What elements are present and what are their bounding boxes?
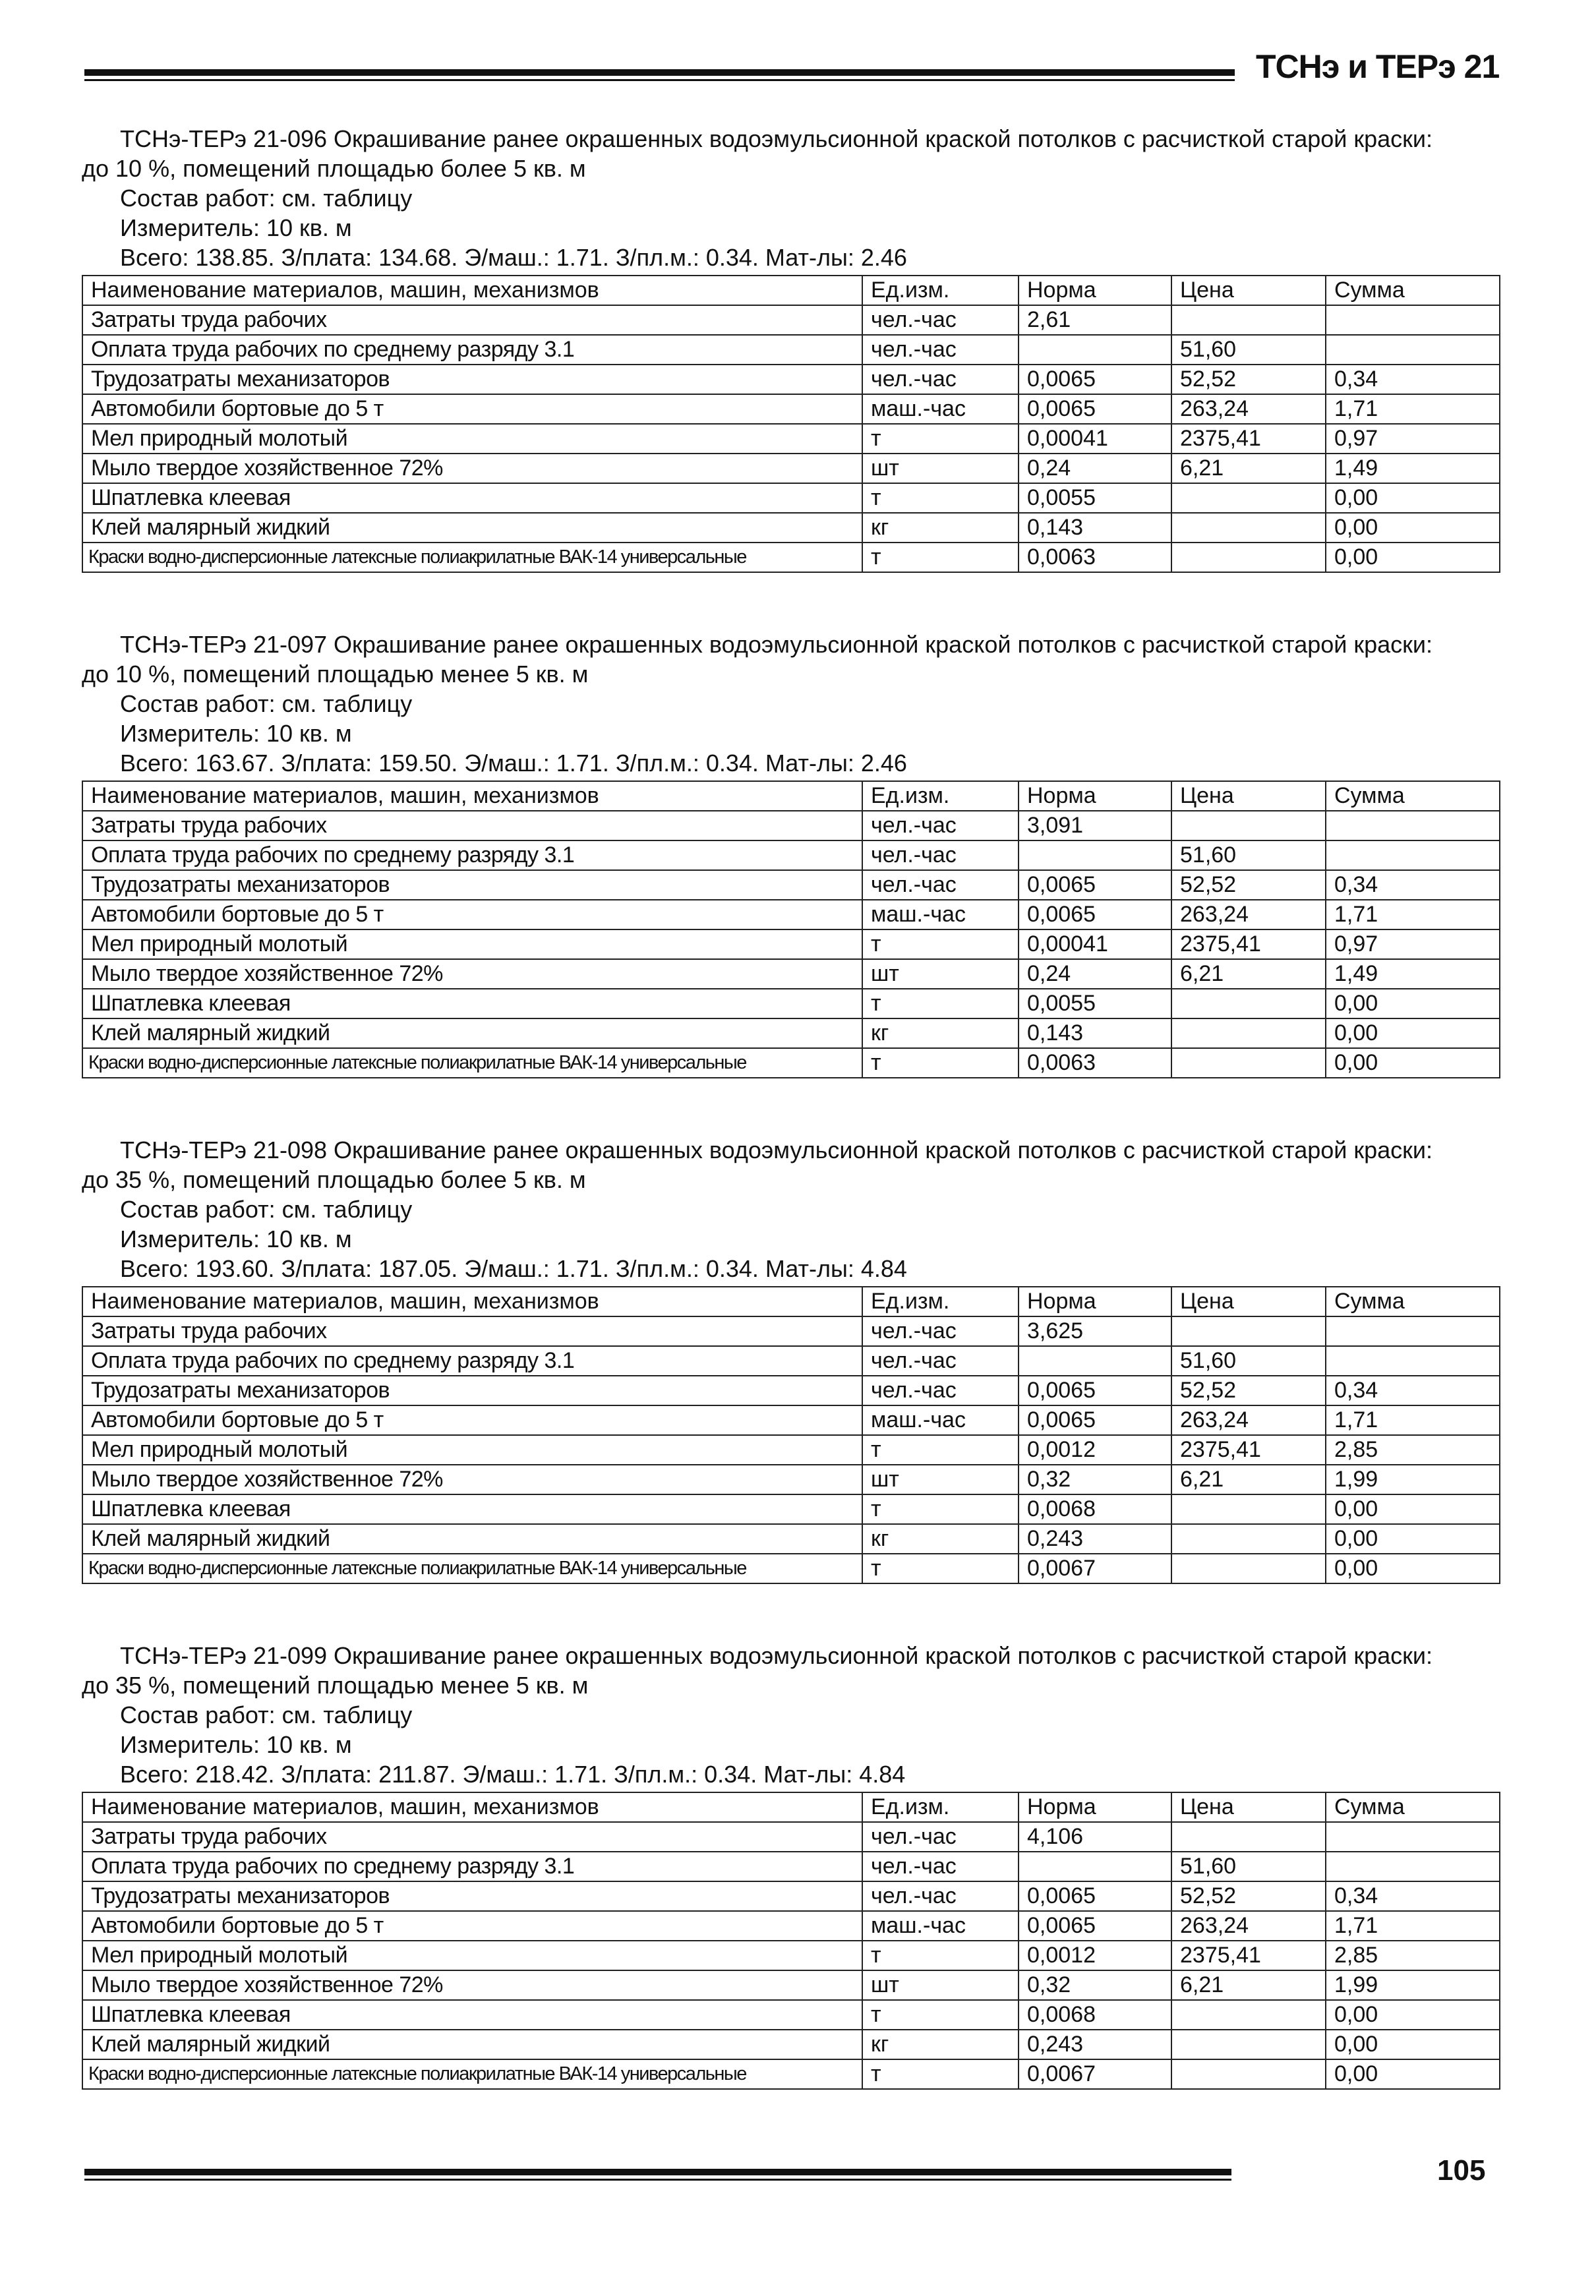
header-sum: Сумма	[1326, 276, 1500, 305]
cost-totals: Всего: 218.42. З/плата: 211.87. Э/маш.: 1.71. З/пл.м.: 0.34. Мат-лы: 4.84	[120, 1761, 906, 1788]
header-rule	[84, 69, 1235, 81]
cell-name: Клей малярный жидкий	[82, 2030, 862, 2059]
cell-norm: 0,143	[1019, 513, 1171, 543]
footer-rule	[84, 2169, 1231, 2181]
cell-sum: 0,00	[1326, 1554, 1500, 1583]
cell-norm: 0,24	[1019, 959, 1171, 989]
cell-name: Автомобили бортовые до 5 т	[82, 900, 862, 929]
header-norm: Норма	[1019, 276, 1171, 305]
cell-price: 6,21	[1171, 454, 1326, 483]
cell-sum: 0,00	[1326, 2059, 1500, 2089]
table-row	[82, 543, 1500, 572]
table-row	[82, 365, 1500, 394]
header-sum: Сумма	[1326, 781, 1500, 811]
cell-unit: шт	[862, 1970, 1019, 2000]
section-21-097	[82, 630, 1499, 1078]
table-row	[82, 2030, 1500, 2059]
cell-name: Мел природный молотый	[82, 424, 862, 454]
cell-sum: 2,85	[1326, 1435, 1500, 1465]
cell-name: Мыло твердое хозяйственное 72%	[82, 1970, 862, 2000]
measurement-unit: Измеритель: 10 кв. м	[120, 214, 352, 241]
header-unit: Ед.изм.	[862, 276, 1019, 305]
cell-unit: чел.-час	[862, 365, 1019, 394]
table-row	[82, 1554, 1500, 1583]
table-row	[82, 1911, 1500, 1941]
section-description	[82, 630, 1499, 778]
cell-price: 6,21	[1171, 1465, 1326, 1494]
cell-sum: 1,71	[1326, 900, 1500, 929]
header-name: Наименование материалов, машин, механизмов	[82, 1287, 862, 1316]
table-row	[82, 1941, 1500, 1970]
cell-price	[1171, 513, 1326, 543]
header-sum: Сумма	[1326, 1792, 1500, 1822]
cell-sum: 0,00	[1326, 1018, 1500, 1048]
cell-sum: 0,97	[1326, 929, 1500, 959]
cell-norm	[1019, 1852, 1171, 1881]
cell-norm: 4,106	[1019, 1822, 1171, 1852]
section-description	[82, 124, 1499, 272]
header-norm: Норма	[1019, 1287, 1171, 1316]
header-norm: Норма	[1019, 1792, 1171, 1822]
cell-sum: 1,71	[1326, 394, 1500, 424]
section-title: ТСНэ-ТЕРэ 21-099 Окрашивание ранее окрашенных водоэмульсионной краской потолков с расчисткой старой краски:	[120, 1642, 1433, 1669]
cell-name: Краски водно-дисперсионные латексные полиакрилатные ВАК-14 универсальные	[82, 543, 862, 572]
table-row	[82, 1970, 1500, 2000]
cell-sum	[1326, 811, 1500, 840]
cell-sum: 0,00	[1326, 989, 1500, 1018]
cell-sum: 0,00	[1326, 1048, 1500, 1078]
section-title-continued: до 10 %, помещений площадью менее 5 кв. м	[82, 661, 589, 688]
cell-norm: 0,24	[1019, 454, 1171, 483]
cell-unit: т	[862, 989, 1019, 1018]
cell-name: Краски водно-дисперсионные латексные полиакрилатные ВАК-14 универсальные	[82, 2059, 862, 2089]
cell-name: Трудозатраты механизаторов	[82, 365, 862, 394]
measurement-unit: Измеритель: 10 кв. м	[120, 720, 352, 747]
cell-name: Оплата труда рабочих по среднему разряду 3.1	[82, 840, 862, 870]
cell-norm: 0,0067	[1019, 2059, 1171, 2089]
cell-name: Клей малярный жидкий	[82, 1524, 862, 1554]
cell-name: Оплата труда рабочих по среднему разряду 3.1	[82, 335, 862, 365]
cell-norm: 0,0068	[1019, 1494, 1171, 1524]
resources-table	[82, 275, 1500, 573]
table-row	[82, 513, 1500, 543]
cell-price	[1171, 1494, 1326, 1524]
section-21-096	[82, 124, 1499, 573]
cell-sum: 2,85	[1326, 1941, 1500, 1970]
header-sum: Сумма	[1326, 1287, 1500, 1316]
header-name: Наименование материалов, машин, механизмов	[82, 276, 862, 305]
cost-totals: Всего: 138.85. З/плата: 134.68. Э/маш.: 1.71. З/пл.м.: 0.34. Мат-лы: 2.46	[120, 244, 907, 271]
cell-norm: 0,00041	[1019, 929, 1171, 959]
cell-name: Клей малярный жидкий	[82, 513, 862, 543]
cell-norm	[1019, 1346, 1171, 1376]
table-row	[82, 1405, 1500, 1435]
cell-price	[1171, 2059, 1326, 2089]
cell-price	[1171, 2000, 1326, 2030]
cell-sum: 0,00	[1326, 1524, 1500, 1554]
cell-norm: 0,0055	[1019, 989, 1171, 1018]
cell-unit: шт	[862, 1465, 1019, 1494]
table-header-row	[82, 1792, 1500, 1822]
cell-norm: 0,0067	[1019, 1554, 1171, 1583]
table-row	[82, 1881, 1500, 1911]
cell-unit: т	[862, 543, 1019, 572]
cell-unit: чел.-час	[862, 1346, 1019, 1376]
cell-name: Трудозатраты механизаторов	[82, 1376, 862, 1405]
cell-name: Затраты труда рабочих	[82, 1822, 862, 1852]
header-unit: Ед.изм.	[862, 781, 1019, 811]
cell-price: 263,24	[1171, 900, 1326, 929]
header-unit: Ед.изм.	[862, 1792, 1019, 1822]
page-header-title: ТСНэ и ТЕРэ 21	[1256, 48, 1500, 85]
cell-name: Мел природный молотый	[82, 929, 862, 959]
cell-sum	[1326, 1822, 1500, 1852]
cell-norm: 0,0065	[1019, 1881, 1171, 1911]
cell-name: Шпатлевка клеевая	[82, 989, 862, 1018]
cell-price: 263,24	[1171, 1911, 1326, 1941]
table-row	[82, 1494, 1500, 1524]
cell-price: 2375,41	[1171, 424, 1326, 454]
table-header-row	[82, 276, 1500, 305]
cell-unit: маш.-час	[862, 1405, 1019, 1435]
table-row	[82, 929, 1500, 959]
cell-price	[1171, 483, 1326, 513]
cell-price	[1171, 989, 1326, 1018]
cell-sum: 0,00	[1326, 1494, 1500, 1524]
cell-price	[1171, 1048, 1326, 1078]
cell-unit: кг	[862, 1018, 1019, 1048]
cell-unit: шт	[862, 454, 1019, 483]
cell-name: Шпатлевка клеевая	[82, 2000, 862, 2030]
cell-price: 51,60	[1171, 335, 1326, 365]
header-price: Цена	[1171, 1792, 1326, 1822]
cell-name: Мел природный молотый	[82, 1435, 862, 1465]
work-composition: Состав работ: см. таблицу	[120, 185, 413, 212]
cell-price: 52,52	[1171, 365, 1326, 394]
cell-name: Автомобили бортовые до 5 т	[82, 394, 862, 424]
cell-price: 263,24	[1171, 1405, 1326, 1435]
cell-name: Оплата труда рабочих по среднему разряду 3.1	[82, 1346, 862, 1376]
cell-unit: чел.-час	[862, 1376, 1019, 1405]
cell-name: Шпатлевка клеевая	[82, 1494, 862, 1524]
cell-unit: чел.-час	[862, 1881, 1019, 1911]
cell-sum: 0,00	[1326, 543, 1500, 572]
cell-norm: 3,625	[1019, 1316, 1171, 1346]
cell-unit: чел.-час	[862, 870, 1019, 900]
cell-name: Мыло твердое хозяйственное 72%	[82, 1465, 862, 1494]
cell-name: Трудозатраты механизаторов	[82, 870, 862, 900]
cell-unit: т	[862, 424, 1019, 454]
cell-unit: маш.-час	[862, 394, 1019, 424]
table-row	[82, 394, 1500, 424]
cell-norm: 0,0012	[1019, 1941, 1171, 1970]
section-title-continued: до 35 %, помещений площадью более 5 кв. м	[82, 1166, 586, 1193]
table-row	[82, 1376, 1500, 1405]
cell-sum	[1326, 305, 1500, 335]
table-row	[82, 2059, 1500, 2089]
cost-totals: Всего: 193.60. З/плата: 187.05. Э/маш.: 1.71. З/пл.м.: 0.34. Мат-лы: 4.84	[120, 1255, 907, 1282]
cell-unit: т	[862, 2059, 1019, 2089]
cell-sum	[1326, 1346, 1500, 1376]
cell-sum: 0,34	[1326, 1881, 1500, 1911]
cell-unit: маш.-час	[862, 1911, 1019, 1941]
table-row	[82, 1346, 1500, 1376]
header-name: Наименование материалов, машин, механизмов	[82, 781, 862, 811]
section-description	[82, 1641, 1499, 1789]
cell-unit: т	[862, 1494, 1019, 1524]
cell-price	[1171, 2030, 1326, 2059]
page-number: 105	[1437, 2154, 1486, 2187]
cell-norm: 0,243	[1019, 2030, 1171, 2059]
cell-norm: 0,0065	[1019, 1911, 1171, 1941]
table-row	[82, 840, 1500, 870]
table-row	[82, 1524, 1500, 1554]
cell-price	[1171, 1822, 1326, 1852]
table-row	[82, 2000, 1500, 2030]
cell-unit: чел.-час	[862, 840, 1019, 870]
cell-sum: 0,00	[1326, 513, 1500, 543]
table-row	[82, 989, 1500, 1018]
cell-unit: чел.-час	[862, 811, 1019, 840]
section-title: ТСНэ-ТЕРэ 21-097 Окрашивание ранее окрашенных водоэмульсионной краской потолков с расчисткой старой краски:	[120, 631, 1433, 658]
cell-price	[1171, 1524, 1326, 1554]
cell-name: Оплата труда рабочих по среднему разряду 3.1	[82, 1852, 862, 1881]
cell-sum: 1,71	[1326, 1911, 1500, 1941]
section-21-098	[82, 1135, 1499, 1584]
cell-sum: 0,00	[1326, 2000, 1500, 2030]
cell-norm: 0,0065	[1019, 394, 1171, 424]
cell-norm: 0,0055	[1019, 483, 1171, 513]
cell-price: 6,21	[1171, 1970, 1326, 2000]
header-price: Цена	[1171, 1287, 1326, 1316]
section-21-099	[82, 1641, 1499, 2090]
table-row	[82, 959, 1500, 989]
cell-norm: 0,0065	[1019, 870, 1171, 900]
cell-sum: 1,99	[1326, 1970, 1500, 2000]
cell-price	[1171, 1018, 1326, 1048]
cell-sum: 1,49	[1326, 454, 1500, 483]
cell-unit: шт	[862, 959, 1019, 989]
cell-unit: чел.-час	[862, 1316, 1019, 1346]
table-row	[82, 335, 1500, 365]
header-name: Наименование материалов, машин, механизмов	[82, 1792, 862, 1822]
cell-unit: чел.-час	[862, 335, 1019, 365]
cell-unit: т	[862, 1554, 1019, 1583]
work-composition: Состав работ: см. таблицу	[120, 1701, 413, 1728]
cell-name: Затраты труда рабочих	[82, 1316, 862, 1346]
cell-norm: 0,0065	[1019, 365, 1171, 394]
cell-norm: 0,0065	[1019, 1405, 1171, 1435]
resources-table	[82, 1286, 1500, 1584]
table-row	[82, 1048, 1500, 1078]
cell-norm: 0,0063	[1019, 543, 1171, 572]
cell-sum: 0,00	[1326, 2030, 1500, 2059]
cell-norm: 2,61	[1019, 305, 1171, 335]
section-title: ТСНэ-ТЕРэ 21-096 Окрашивание ранее окрашенных водоэмульсионной краской потолков с расчисткой старой краски:	[120, 125, 1433, 152]
cell-norm: 3,091	[1019, 811, 1171, 840]
table-row	[82, 1852, 1500, 1881]
cell-price: 6,21	[1171, 959, 1326, 989]
table-row	[82, 305, 1500, 335]
cell-norm: 0,0063	[1019, 1048, 1171, 1078]
cell-unit: т	[862, 1048, 1019, 1078]
cell-sum: 0,97	[1326, 424, 1500, 454]
cell-norm	[1019, 840, 1171, 870]
cell-unit: чел.-час	[862, 1852, 1019, 1881]
cell-price	[1171, 811, 1326, 840]
cell-unit: т	[862, 2000, 1019, 2030]
cell-sum: 0,34	[1326, 1376, 1500, 1405]
header-unit: Ед.изм.	[862, 1287, 1019, 1316]
section-title-continued: до 10 %, помещений площадью более 5 кв. м	[82, 155, 586, 182]
table-header-row	[82, 1287, 1500, 1316]
table-row	[82, 900, 1500, 929]
cell-price	[1171, 1316, 1326, 1346]
table-header-row	[82, 781, 1500, 811]
cell-name: Мел природный молотый	[82, 1941, 862, 1970]
cell-norm: 0,0065	[1019, 1376, 1171, 1405]
cell-sum: 1,99	[1326, 1465, 1500, 1494]
cell-sum: 0,34	[1326, 870, 1500, 900]
cell-unit: т	[862, 1941, 1019, 1970]
cell-unit: т	[862, 483, 1019, 513]
cell-name: Клей малярный жидкий	[82, 1018, 862, 1048]
cell-price: 2375,41	[1171, 929, 1326, 959]
cell-price	[1171, 543, 1326, 572]
cell-price: 263,24	[1171, 394, 1326, 424]
cell-unit: чел.-час	[862, 1822, 1019, 1852]
header-price: Цена	[1171, 276, 1326, 305]
cell-unit: т	[862, 1435, 1019, 1465]
cell-norm: 0,0012	[1019, 1435, 1171, 1465]
cell-name: Краски водно-дисперсионные латексные полиакрилатные ВАК-14 универсальные	[82, 1048, 862, 1078]
cell-price: 51,60	[1171, 840, 1326, 870]
measurement-unit: Измеритель: 10 кв. м	[120, 1731, 352, 1758]
cell-name: Мыло твердое хозяйственное 72%	[82, 454, 862, 483]
table-row	[82, 1316, 1500, 1346]
table-row	[82, 811, 1500, 840]
cell-sum: 0,34	[1326, 365, 1500, 394]
cell-price: 51,60	[1171, 1852, 1326, 1881]
cell-norm: 0,32	[1019, 1465, 1171, 1494]
cell-price: 2375,41	[1171, 1435, 1326, 1465]
cell-sum	[1326, 1852, 1500, 1881]
cell-name: Автомобили бортовые до 5 т	[82, 1405, 862, 1435]
cell-sum	[1326, 335, 1500, 365]
cell-name: Автомобили бортовые до 5 т	[82, 1911, 862, 1941]
table-row	[82, 870, 1500, 900]
cell-price: 52,52	[1171, 1376, 1326, 1405]
table-row	[82, 483, 1500, 513]
resources-table	[82, 1792, 1500, 2090]
cell-norm: 0,0068	[1019, 2000, 1171, 2030]
cell-norm: 0,143	[1019, 1018, 1171, 1048]
cell-sum	[1326, 1316, 1500, 1346]
section-title-continued: до 35 %, помещений площадью менее 5 кв. м	[82, 1672, 589, 1699]
cell-unit: т	[862, 929, 1019, 959]
cell-name: Мыло твердое хозяйственное 72%	[82, 959, 862, 989]
cell-sum: 1,49	[1326, 959, 1500, 989]
table-row	[82, 1822, 1500, 1852]
table-row	[82, 1435, 1500, 1465]
cell-unit: кг	[862, 1524, 1019, 1554]
cell-unit: кг	[862, 513, 1019, 543]
cost-totals: Всего: 163.67. З/плата: 159.50. Э/маш.: 1.71. З/пл.м.: 0.34. Мат-лы: 2.46	[120, 750, 907, 777]
cell-price: 52,52	[1171, 870, 1326, 900]
cell-name: Краски водно-дисперсионные латексные полиакрилатные ВАК-14 универсальные	[82, 1554, 862, 1583]
cell-unit: чел.-час	[862, 305, 1019, 335]
header-price: Цена	[1171, 781, 1326, 811]
measurement-unit: Измеритель: 10 кв. м	[120, 1225, 352, 1252]
cell-norm: 0,243	[1019, 1524, 1171, 1554]
cell-price: 52,52	[1171, 1881, 1326, 1911]
cell-name: Шпатлевка клеевая	[82, 483, 862, 513]
cell-name: Трудозатраты механизаторов	[82, 1881, 862, 1911]
cell-sum: 0,00	[1326, 483, 1500, 513]
cell-price: 51,60	[1171, 1346, 1326, 1376]
cell-price: 2375,41	[1171, 1941, 1326, 1970]
cell-unit: кг	[862, 2030, 1019, 2059]
cell-norm: 0,0065	[1019, 900, 1171, 929]
cell-norm: 0,00041	[1019, 424, 1171, 454]
cell-price	[1171, 305, 1326, 335]
work-composition: Состав работ: см. таблицу	[120, 1196, 413, 1223]
cell-unit: маш.-час	[862, 900, 1019, 929]
cell-norm: 0,32	[1019, 1970, 1171, 2000]
table-row	[82, 1018, 1500, 1048]
cell-sum: 1,71	[1326, 1405, 1500, 1435]
cell-norm	[1019, 335, 1171, 365]
section-description	[82, 1135, 1499, 1283]
header-norm: Норма	[1019, 781, 1171, 811]
cell-price	[1171, 1554, 1326, 1583]
table-row	[82, 454, 1500, 483]
table-row	[82, 1465, 1500, 1494]
cell-name: Затраты труда рабочих	[82, 811, 862, 840]
work-composition: Состав работ: см. таблицу	[120, 690, 413, 717]
resources-table	[82, 780, 1500, 1078]
cell-sum	[1326, 840, 1500, 870]
section-title: ТСНэ-ТЕРэ 21-098 Окрашивание ранее окрашенных водоэмульсионной краской потолков с расчисткой старой краски:	[120, 1136, 1433, 1163]
table-row	[82, 424, 1500, 454]
cell-name: Затраты труда рабочих	[82, 305, 862, 335]
